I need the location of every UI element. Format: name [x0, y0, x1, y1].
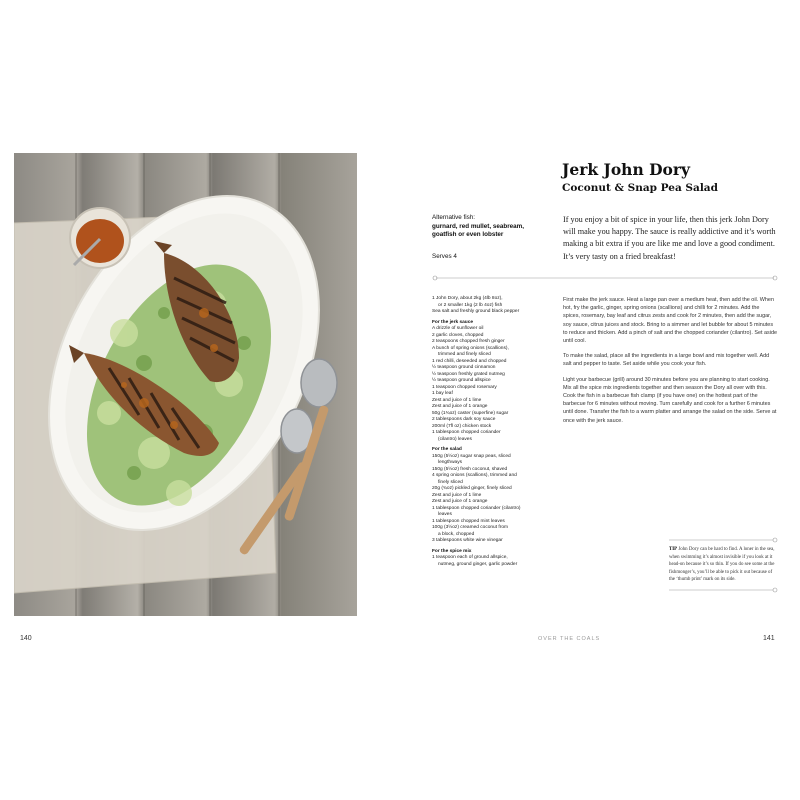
ingredient-line: 20g (¾oz) pickled ginger, finely sliced	[432, 486, 512, 491]
ingredient-line: 150g (5½oz) sugar snap peas, sliced	[432, 453, 511, 459]
ingredient-line: 200ml (7fl oz) chicken stock	[432, 423, 492, 429]
tip-box	[669, 537, 779, 593]
ingredient-line: 2 teaspoons chopped fresh ginger	[432, 339, 505, 344]
ingredient-line: 1 John Dory, about 2kg (4lb 8oz),	[432, 296, 503, 301]
tip-text	[669, 546, 779, 584]
ingredient-section-title: For the jerk sauce	[432, 319, 474, 325]
ingredient-line: A drizzle of sunflower oil	[432, 326, 484, 331]
tip-body: John Dory can be hard to find. A loner in the sea, when swimming it’s almost invisible if you look at it head-on because it’s so thin. If you do see some at the fishmonger’s, you’ll be able to pick it out because of the ‘thumb print’ mark on its side.	[669, 547, 775, 582]
method-step: To make the salad, place all the ingredients in a large bowl and mix together well. Add salt and pepper to taste. Set aside while you cook your fish.	[563, 353, 770, 368]
alternative-fish	[432, 214, 550, 240]
ingredient-line: 1 tablespoon chopped coriander	[432, 430, 501, 435]
ingredient-line: leaves	[438, 512, 452, 517]
ingredient-line: or 2 smaller 1kg (2 lb 4oz) fish	[438, 302, 503, 308]
ingredient-line: A bunch of spring onions (scallions),	[432, 345, 509, 351]
ingredient-line: 1 red chilli, deseeded and chopped	[432, 358, 507, 364]
ingredient-line: ½ teaspoon ground allspice	[432, 378, 491, 383]
tip-top-rule	[669, 537, 779, 543]
ingredient-line: finely sliced	[438, 479, 463, 485]
section-divider	[432, 275, 778, 281]
ingredient-line: 1 teaspoon chopped rosemary	[432, 384, 497, 390]
ingredient-line: Zest and juice of 1 lime	[432, 492, 482, 498]
ingredient-line: 1 tablespoon chopped coriander (cilantro)	[432, 505, 521, 511]
ingredient-line: Sea salt and freshly ground black pepper	[432, 309, 520, 314]
recipe-title: Jerk John Dory	[562, 160, 691, 179]
ingredient-line: Zest and juice of 1 lime	[432, 397, 482, 403]
recipe-intro: If you enjoy a bit of spice in your life, then this jerk John Dory will make you happy. The sauce is really addictive and it’s worth making a bit extra if you are like me and love a good condiment. It’s very tasty on a fried breakfast!	[563, 215, 776, 261]
ingredient-line: 1 tablespoon chopped mint leaves	[432, 518, 505, 524]
recipe-photo	[14, 153, 357, 616]
running-title: OVER THE COALS	[538, 636, 601, 642]
ingredient-line: trimmed and finely sliced	[438, 352, 491, 357]
ingredient-line: Zest and juice of 1 orange	[432, 499, 488, 504]
ingredient-line: Zest and juice of 1 orange	[432, 404, 488, 409]
alternative-fish-list: gurnard, red mullet, seabream, goatfish or even lobster	[432, 222, 525, 239]
ingredient-line: 3 tablespoons white wine vinegar	[432, 538, 503, 543]
ingredient-line: 150g (5½oz) fresh coconut, shaved	[432, 466, 508, 472]
right-page-number: 141	[763, 635, 775, 642]
ingredient-line: 1 teaspoon each of ground allspice,	[432, 555, 508, 560]
ingredient-line: lengthways	[438, 460, 462, 465]
ingredient-line: ½ teaspoon freshly grated nutmeg	[432, 371, 505, 377]
recipe-subtitle: Coconut & Snap Pea Salad	[562, 182, 718, 194]
alternative-fish-label: Alternative fish:	[432, 214, 476, 221]
ingredient-line: nutmeg, ground ginger, garlic powder	[438, 561, 518, 567]
ingredient-line: 50g (1¾oz) caster (superfine) sugar	[432, 410, 509, 416]
serves: Serves 4	[432, 253, 457, 260]
ingredient-line: (cilantro) leaves	[438, 436, 472, 442]
method-step: First make the jerk sauce. Heat a large pan over a medium heat, then add the oil. When hot, fry the garlic, ginger, spring onions (scallions) and chilli for 2 minutes. Add the spices, rosemary, bay leaf and citrus zests and cook for 2 minutes, then add the sugar, soy sauce, citrus juices and stock. Bring to a simmer and let bubble for about 5 minutes to reduce and thicken. Add a pinch of salt and the chopped coriander (cilantro). Set aside until cool.	[563, 297, 778, 345]
ingredient-section-title: For the salad	[432, 447, 462, 452]
ingredients-list	[432, 296, 550, 568]
method-steps	[563, 296, 777, 432]
recipe-heading	[562, 160, 718, 194]
tip-bottom-rule	[669, 587, 779, 593]
ingredient-line: 4 spring onions (scallions), trimmed and	[432, 473, 517, 478]
tip-label: TIP	[669, 547, 678, 552]
grilled-fish-illustration	[14, 153, 357, 616]
method-step: Light your barbecue (grill) around 30 minutes before you are planning to start cooking. Mix all the spice mix ingredients together and then season the Dory all over with this. Cook the fish in a barbecue fish clamp (if you have one) on the hottest part of the barbecue for 6 minutes without moving. Turn carefully and cook for a further 6 minutes until done. Transfer the fish to a warm platter and arrange the salad on the side. Serve at once with the jerk sauce.	[563, 376, 777, 424]
ingredient-line: 1 bay leaf	[432, 391, 453, 396]
ingredient-line: 2 garlic cloves, chopped	[432, 332, 484, 338]
ingredient-line: ½ teaspoon ground cinnamon	[432, 365, 496, 370]
ingredient-line: 2 tablespoons dark soy sauce	[432, 417, 496, 422]
ingredient-section-title: For the spice mix	[432, 548, 472, 554]
ingredient-line: a block, chopped	[438, 531, 475, 537]
left-page-number: 140	[20, 635, 32, 642]
ingredient-line: 100g (3½oz) creamed coconut from	[432, 525, 508, 530]
